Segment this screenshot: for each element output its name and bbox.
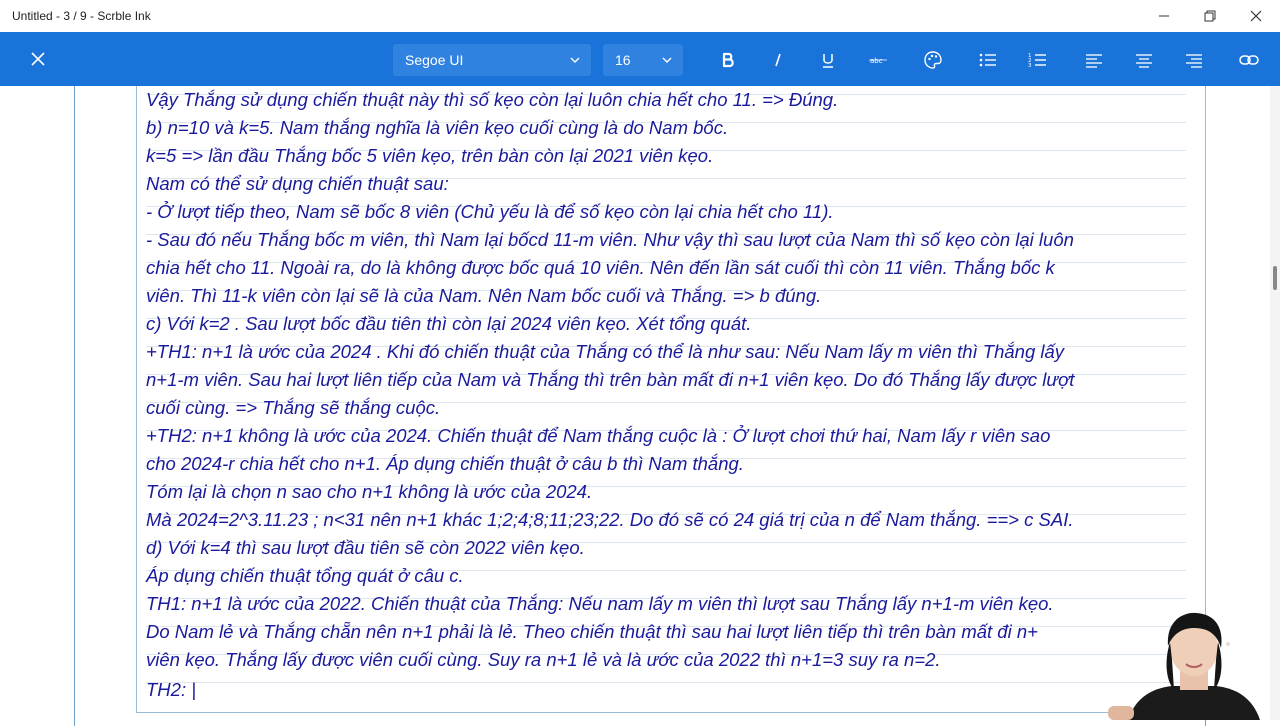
bulleted-list-button[interactable] — [972, 44, 1004, 76]
chevron-down-icon — [659, 52, 675, 68]
close-window-button[interactable] — [1233, 0, 1279, 32]
svg-text:3: 3 — [1028, 63, 1032, 69]
text-line: - Ở lượt tiếp theo, Nam sẽ bốc 8 viên (Chủ yếu là để số kẹo còn lại chia hết cho 11). — [146, 201, 834, 222]
text-line: b) n=10 và k=5. Nam thắng nghĩa là viên kẹo cuối cùng là do Nam bốc. — [146, 117, 729, 138]
text-line: n+1-m viên. Sau hai lượt liên tiếp của Nam và Thắng thì trên bàn mất đi n+1 viên kẹo. Do đó Thắng lấy được lượt — [146, 369, 1075, 390]
underline-button[interactable] — [812, 44, 844, 76]
align-left-icon — [1085, 52, 1103, 68]
font-size-value: 16 — [615, 52, 631, 68]
text-line: +TH1: n+1 là ước của 2024 . Khi đó chiến thuật của Thắng có thể là như sau: Nếu Nam lấy m viên thì Thắng lấy — [146, 341, 1065, 362]
text-line: c) Với k=2 . Sau lượt bốc đầu tiên thì còn lại 2024 viên kẹo. Xét tổng quát. — [146, 313, 752, 334]
text-line: Mà 2024=2^3.11.23 ; n<31 nên n+1 khác 1;2;4;8;11;23;22. Do đó sẽ có 24 giá trị của n để Nam thắng. ==> c SAI. — [146, 509, 1074, 530]
font-family-value: Segoe UI — [405, 52, 464, 68]
chevron-down-icon — [567, 52, 583, 68]
scrollbar-thumb[interactable] — [1273, 266, 1277, 290]
formatting-toolbar — [0, 32, 1280, 86]
insert-link-button[interactable] — [1233, 44, 1265, 76]
close-editor-button[interactable] — [22, 43, 54, 75]
align-left-button[interactable] — [1078, 44, 1110, 76]
text-line: Áp dụng chiến thuật tổng quát ở câu c. — [146, 565, 464, 586]
bullet-list-icon — [978, 51, 998, 69]
restore-icon — [1204, 10, 1216, 22]
strikethrough-icon — [868, 51, 888, 69]
align-center-icon — [1135, 52, 1153, 68]
text-line: Tóm lại là chọn n sao cho n+1 không là ước của 2024. — [146, 481, 593, 502]
text-line: viên kẹo. Thắng lấy được viên cuối cùng. Suy ra n+1 lẻ và là ước của 2022 thì n+1=3 suy ra n=2. — [146, 649, 941, 670]
bold-icon — [719, 51, 737, 69]
italic-button[interactable] — [762, 44, 794, 76]
text-line: chia hết cho 11. Ngoài ra, do là không được bốc quá 10 viên. Nên đến lần sát cuối thì còn 11 viên. Thắng bốc k — [146, 257, 1055, 278]
presenter-webcam — [1108, 608, 1280, 720]
text-line: Vậy Thắng sử dụng chiến thuật này thì số kẹo còn lại luôn chia hết cho 11. => Đúng. — [146, 89, 839, 110]
text-line: d) Với k=4 thì sau lượt đầu tiên sẽ còn 2022 viên kẹo. — [146, 537, 585, 558]
text-line: TH1: n+1 là ước của 2022. Chiến thuật của Thắng: Nếu nam lấy m viên thì lượt sau Thắng lấy n+1-m viên kẹo. — [146, 593, 1054, 614]
palette-icon — [923, 50, 943, 70]
text-line: cuối cùng. => Thắng sẽ thắng cuộc. — [146, 397, 441, 418]
svg-text:abc: abc — [870, 57, 883, 65]
bold-button[interactable] — [712, 44, 744, 76]
text-line: - Sau đó nếu Thắng bốc m viên, thì Nam lại bốcd 11-m viên. Như vậy thì sau lượt của Nam thì số kẹo còn lại luôn — [146, 229, 1074, 250]
strikethrough-button[interactable] — [862, 44, 894, 76]
text-line: k=5 => lần đầu Thắng bốc 5 viên kẹo, trên bàn còn lại 2021 viên kẹo. — [146, 145, 714, 166]
underline-icon — [819, 51, 837, 69]
minimize-button[interactable] — [1141, 0, 1187, 32]
align-right-icon — [1185, 52, 1203, 68]
window-title: Untitled - 3 / 9 - Scrble Ink — [12, 9, 151, 23]
numbered-list-icon — [1028, 51, 1048, 69]
svg-text:1: 1 — [1028, 53, 1032, 59]
font-size-dropdown[interactable] — [603, 44, 683, 76]
text-line: cho 2024-r chia hết cho n+1. Áp dụng chiến thuật ở câu b thì Nam thắng. — [146, 453, 744, 474]
align-right-button[interactable] — [1178, 44, 1210, 76]
align-center-button[interactable] — [1128, 44, 1160, 76]
svg-text:2: 2 — [1028, 58, 1032, 64]
color-palette-button[interactable] — [917, 44, 949, 76]
minimize-icon — [1158, 10, 1170, 22]
text-line: TH2: | — [146, 679, 197, 700]
link-icon — [1239, 53, 1259, 67]
numbered-list-button[interactable] — [1022, 44, 1054, 76]
text-line: +TH2: n+1 không là ước của 2024. Chiến thuật để Nam thắng cuộc là : Ở lượt chơi thứ hai, Nam lấy r viên sao — [146, 425, 1051, 446]
font-family-dropdown[interactable] — [393, 44, 591, 76]
italic-icon — [769, 51, 787, 69]
text-line: Nam có thể sử dụng chiến thuật sau: — [146, 173, 449, 194]
text-line: viên. Thì 11-k viên còn lại sẽ là của Nam. Nên Nam bốc cuối và Thắng. => b đúng. — [146, 285, 822, 306]
close-icon — [1250, 10, 1262, 22]
restore-button[interactable] — [1187, 0, 1233, 32]
close-icon — [31, 52, 45, 66]
text-line: Do Nam lẻ và Thắng chẵn nên n+1 phải là lẻ. Theo chiến thuật thì sau hai lượt liên tiếp thì trên bàn mất đi n+ — [146, 621, 1038, 642]
title-bar — [0, 0, 1280, 32]
